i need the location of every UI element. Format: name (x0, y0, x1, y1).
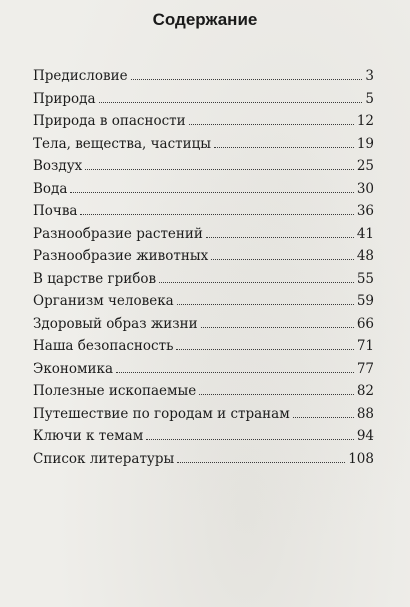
toc-entry-label: Организм человека (33, 293, 174, 309)
toc-dot-leader (201, 327, 354, 328)
toc-entry-page-number: 30 (356, 180, 374, 197)
toc-entry-label: Предисловие (33, 68, 128, 84)
toc-entry-label: Разнообразие растений (33, 225, 203, 242)
toc-entry-label: Воздух (33, 158, 83, 174)
toc-entry[interactable] (33, 110, 374, 133)
toc-entry-label: Путешествие по городам и странам (33, 405, 290, 422)
toc-entry-label: Почва (33, 203, 78, 219)
toc-entry-page-number: 3 (365, 68, 374, 84)
toc-entry[interactable] (33, 155, 374, 178)
toc-dot-leader (206, 237, 354, 238)
toc-entry-label: Полезные ископаемые (33, 383, 197, 399)
toc-entry-label: Разнообразие животных (33, 248, 209, 264)
toc-dot-leader (211, 259, 354, 260)
toc-dot-leader (146, 439, 354, 440)
toc-entry-page-number: 108 (348, 450, 374, 467)
toc-entry[interactable] (33, 65, 374, 88)
toc-dot-leader (189, 124, 354, 125)
toc-entry-page-number: 36 (356, 203, 374, 219)
toc-entry[interactable] (33, 133, 374, 156)
toc-entry[interactable] (33, 223, 374, 246)
toc-entry-page-number: 77 (356, 360, 374, 377)
toc-entry-page-number: 94 (356, 428, 374, 444)
toc-entry[interactable] (33, 358, 374, 381)
toc-entry-label: Список литературы (33, 450, 175, 467)
toc-dot-leader (70, 192, 353, 193)
toc-dot-leader (199, 394, 354, 395)
toc-entry[interactable] (33, 290, 374, 313)
toc-entry-label: Ключи к темам (33, 428, 144, 444)
toc-entry-page-number: 55 (356, 270, 374, 287)
toc-entry[interactable] (33, 200, 374, 223)
toc-entry-page-number: 71 (356, 338, 374, 354)
toc-entry-page-number: 82 (356, 383, 374, 399)
toc-dot-leader (176, 349, 353, 350)
toc-dot-leader (80, 214, 353, 215)
toc-entry-page-number: 12 (356, 113, 374, 129)
toc-entry[interactable] (33, 335, 374, 358)
toc-entry-page-number: 5 (365, 90, 374, 107)
page-title: Содержание (152, 10, 258, 29)
toc-dot-leader (116, 372, 354, 373)
toc-dot-leader (177, 304, 354, 305)
toc-entry[interactable] (33, 268, 374, 291)
toc-dot-leader (214, 147, 354, 148)
toc-entry-label: Тела, вещества, частицы (33, 135, 212, 152)
toc-entry-label: Природа в опасности (33, 113, 186, 129)
toc-entry[interactable] (33, 425, 374, 448)
toc-entry[interactable] (33, 313, 374, 336)
toc-entry-page-number: 66 (356, 315, 374, 332)
toc-entry[interactable] (33, 178, 374, 201)
toc-entry[interactable] (33, 245, 374, 268)
toc-entry-page-number: 59 (356, 293, 374, 309)
toc-entry-page-number: 19 (356, 135, 374, 152)
toc-entry-page-number: 25 (356, 158, 374, 174)
toc-entry-page-number: 88 (356, 405, 374, 422)
toc-entry-page-number: 48 (356, 248, 374, 264)
toc-entry-label: Экономика (33, 360, 114, 377)
toc-entry-label: Природа (33, 90, 96, 107)
toc-entry[interactable] (33, 448, 374, 471)
toc-entry-label: Здоровый образ жизни (33, 315, 198, 332)
table-of-contents (33, 65, 374, 470)
toc-dot-leader (159, 282, 354, 283)
toc-dot-leader (85, 169, 354, 170)
toc-dot-leader (177, 462, 345, 463)
toc-entry[interactable] (33, 403, 374, 426)
toc-entry-label: Вода (33, 180, 68, 197)
toc-dot-leader (99, 102, 363, 103)
toc-dot-leader (293, 417, 354, 418)
toc-entry-label: Наша безопасность (33, 338, 174, 354)
toc-entry[interactable] (33, 88, 374, 111)
toc-entry[interactable] (33, 380, 374, 403)
toc-entry-page-number: 41 (356, 225, 374, 242)
toc-dot-leader (131, 79, 363, 80)
toc-entry-label: В царстве грибов (33, 270, 157, 287)
